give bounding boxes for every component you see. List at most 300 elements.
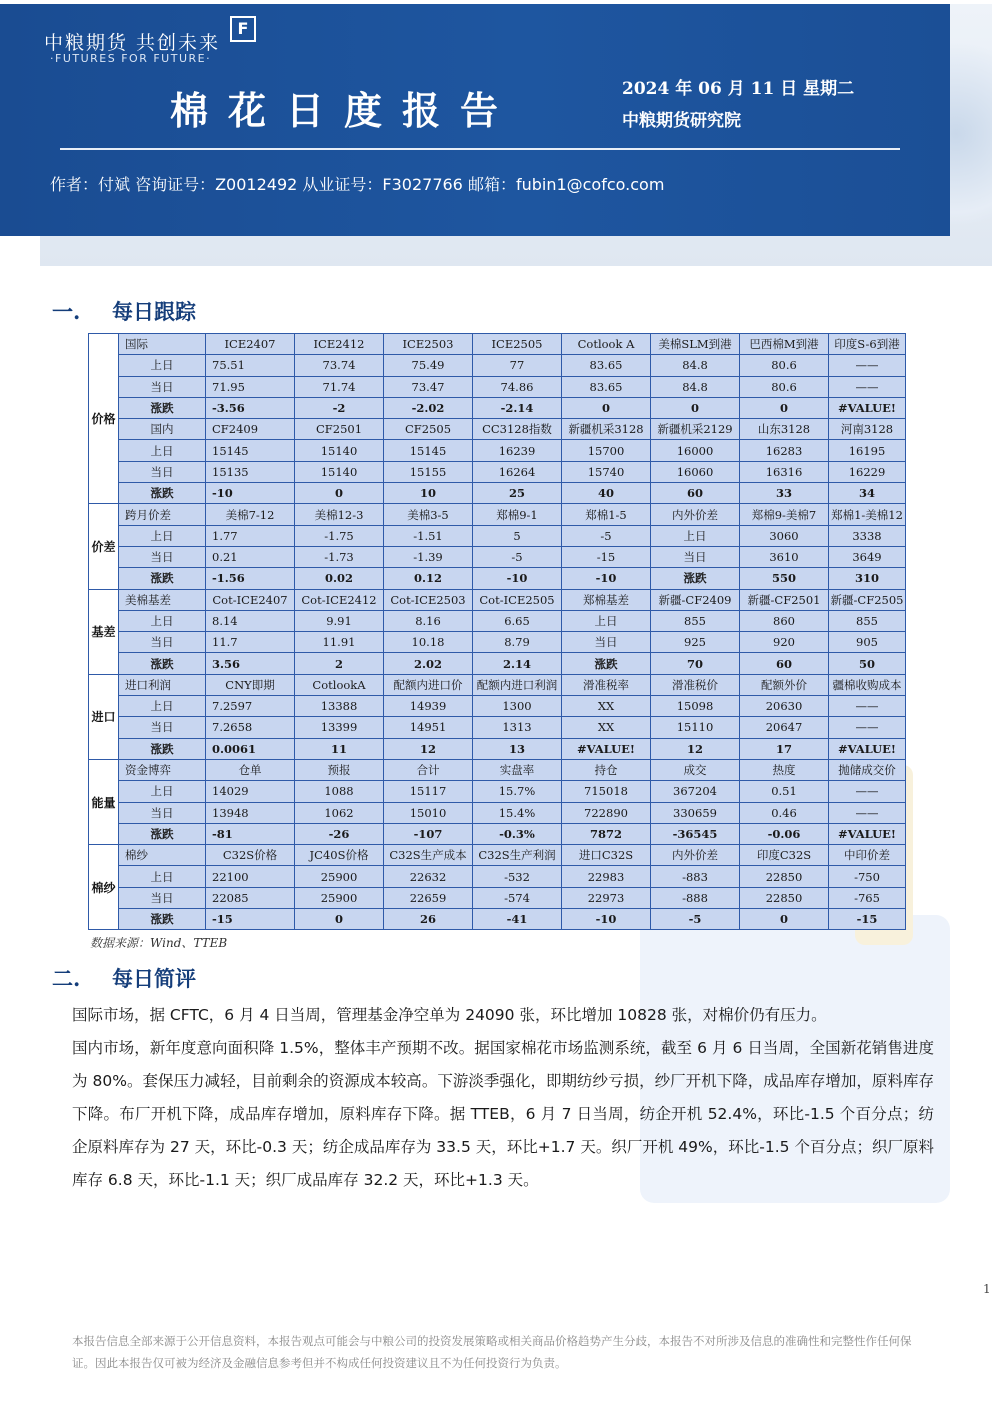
table-cell: 13948: [206, 802, 295, 823]
table-cell: ICE2505: [473, 334, 562, 355]
table-cell: 美棉3-5: [384, 504, 473, 525]
table-cell: 涨跌: [651, 568, 740, 589]
table-row: [89, 334, 906, 355]
table-cell: -574: [473, 887, 562, 908]
table-cell: 3610: [740, 546, 829, 567]
table-cell: 15135: [206, 461, 295, 482]
table-cell: 新疆机采2129: [651, 419, 740, 440]
table-cell: 15098: [651, 696, 740, 717]
table-cell: 70: [651, 653, 740, 674]
table-cell: 7872: [562, 823, 651, 844]
table-cell: 25900: [295, 866, 384, 887]
table-row: [89, 802, 906, 823]
table-cell: 15.4%: [473, 802, 562, 823]
table-cell: 16060: [651, 461, 740, 482]
table-cell: #VALUE!: [829, 823, 906, 844]
table-cell: 0.0061: [206, 738, 295, 759]
table-cell: 郑棉9-美棉7: [740, 504, 829, 525]
table-cell: Cot-ICE2412: [295, 589, 384, 610]
table-cell: 22850: [740, 887, 829, 908]
table-cell: 22983: [562, 866, 651, 887]
table-cell: 11.91: [295, 632, 384, 653]
table-cell: -1.39: [384, 546, 473, 567]
table-cell: 0: [295, 909, 384, 930]
table-cell: 84.8: [651, 355, 740, 376]
category-cell: 进口: [89, 674, 119, 759]
table-row: [89, 568, 906, 589]
table-cell: 新疆-CF2501: [740, 589, 829, 610]
table-cell: 13388: [295, 696, 384, 717]
table-cell: 925: [651, 632, 740, 653]
row-label-cell: 棉纱: [119, 845, 206, 866]
table-cell: 60: [651, 483, 740, 504]
table-cell: 920: [740, 632, 829, 653]
table-cell: 60: [740, 653, 829, 674]
row-label-cell: 当日: [119, 717, 206, 738]
table-cell: XX: [562, 717, 651, 738]
row-label-cell: 当日: [119, 376, 206, 397]
table-cell: 3.56: [206, 653, 295, 674]
table-cell: 34: [829, 483, 906, 504]
table-cell: 印度C32S: [740, 845, 829, 866]
table-cell: 2.14: [473, 653, 562, 674]
row-label-cell: 上日: [119, 525, 206, 546]
table-row: [89, 525, 906, 546]
table-cell: -750: [829, 866, 906, 887]
table-cell: 中印价差: [829, 845, 906, 866]
table-cell: 15140: [295, 440, 384, 461]
table-cell: -0.06: [740, 823, 829, 844]
table-cell: 16264: [473, 461, 562, 482]
table-cell: 83.65: [562, 376, 651, 397]
table-cell: ——: [829, 717, 906, 738]
table-cell: 内外价差: [651, 845, 740, 866]
table-row: [89, 696, 906, 717]
table-cell: 75.51: [206, 355, 295, 376]
row-label-cell: 资金博弈: [119, 759, 206, 780]
table-cell: 郑棉9-1: [473, 504, 562, 525]
table-cell: C32S价格: [206, 845, 295, 866]
table-cell: -15: [206, 909, 295, 930]
table-cell: #VALUE!: [829, 738, 906, 759]
table-cell: 13: [473, 738, 562, 759]
table-cell: 15740: [562, 461, 651, 482]
brand-logo-icon: F: [230, 16, 256, 42]
table-cell: 15700: [562, 440, 651, 461]
table-cell: 7.2597: [206, 696, 295, 717]
table-cell: 热度: [740, 759, 829, 780]
table-cell: -81: [206, 823, 295, 844]
table-cell: 715018: [562, 781, 651, 802]
table-cell: 合计: [384, 759, 473, 780]
table-cell: 16316: [740, 461, 829, 482]
table-cell: 15145: [384, 440, 473, 461]
table-cell: 当日: [562, 632, 651, 653]
report-date: 2024 年 06 月 11 日 星期二: [622, 79, 855, 99]
category-cell: 基差: [89, 589, 119, 674]
table-cell: 新疆机采3128: [562, 419, 651, 440]
report-header: [0, 4, 950, 236]
row-label-cell: 涨跌: [119, 568, 206, 589]
table-cell: 16229: [829, 461, 906, 482]
table-cell: 0.21: [206, 546, 295, 567]
table-row: [89, 419, 906, 440]
row-label-cell: 上日: [119, 610, 206, 631]
table-cell: 持仓: [562, 759, 651, 780]
table-row: [89, 632, 906, 653]
table-row: [89, 483, 906, 504]
table-cell: -3.56: [206, 397, 295, 418]
row-label-cell: 涨跌: [119, 738, 206, 759]
table-cell: 3649: [829, 546, 906, 567]
table-cell: 9.91: [295, 610, 384, 631]
table-cell: 16195: [829, 440, 906, 461]
table-cell: 550: [740, 568, 829, 589]
table-cell: 印度S-6到港: [829, 334, 906, 355]
table-cell: 疆棉收购成本: [829, 674, 906, 695]
row-label-cell: 涨跌: [119, 483, 206, 504]
table-cell: 84.8: [651, 376, 740, 397]
header-divider: [60, 148, 900, 150]
table-cell: 22659: [384, 887, 473, 908]
table-cell: -2: [295, 397, 384, 418]
table-cell: 3060: [740, 525, 829, 546]
table-cell: 仓单: [206, 759, 295, 780]
table-cell: 15145: [206, 440, 295, 461]
table-cell: -107: [384, 823, 473, 844]
row-label-cell: 上日: [119, 696, 206, 717]
table-cell: 11: [295, 738, 384, 759]
row-label-cell: 当日: [119, 546, 206, 567]
table-cell: 美棉7-12: [206, 504, 295, 525]
table-row: [89, 653, 906, 674]
table-cell: 16239: [473, 440, 562, 461]
section-title: 每日简评: [112, 966, 196, 991]
table-cell: 0.46: [740, 802, 829, 823]
table-cell: 14029: [206, 781, 295, 802]
table-cell: -2.02: [384, 397, 473, 418]
table-cell: 上日: [651, 525, 740, 546]
table-cell: 抛储成交价: [829, 759, 906, 780]
table-cell: 0: [295, 483, 384, 504]
table-cell: CF2409: [206, 419, 295, 440]
table-cell: 40: [562, 483, 651, 504]
institute-name: 中粮期货研究院: [622, 111, 741, 131]
table-cell: 5: [473, 525, 562, 546]
table-cell: 涨跌: [562, 653, 651, 674]
table-cell: 22085: [206, 887, 295, 908]
table-cell: 配额内进口价: [384, 674, 473, 695]
row-label-cell: 涨跌: [119, 653, 206, 674]
table-cell: 15140: [295, 461, 384, 482]
table-cell: 22850: [740, 866, 829, 887]
table-row: [89, 504, 906, 525]
table-cell: 实盘率: [473, 759, 562, 780]
table-cell: 滑准税价: [651, 674, 740, 695]
table-cell: -36545: [651, 823, 740, 844]
table-cell: XX: [562, 696, 651, 717]
table-cell: 855: [651, 610, 740, 631]
table-cell: 855: [829, 610, 906, 631]
table-cell: 73.74: [295, 355, 384, 376]
table-row: [89, 589, 906, 610]
table-cell: 77: [473, 355, 562, 376]
table-cell: #VALUE!: [829, 397, 906, 418]
disclaimer: 本报告信息全部来源于公开信息资料，本报告观点可能会与中粮公司的投资发展策略或相关商品价格趋势产生分歧，本报告不对所涉及信息的准确性和完整性作任何保证。因此本报告仅可被为经济及金融信息参考但并不构成任何投资建议且不为任何投资行为负责。: [72, 1334, 912, 1370]
table-row: [89, 781, 906, 802]
table-cell: 郑棉1-5: [562, 504, 651, 525]
table-cell: 配额外价: [740, 674, 829, 695]
table-cell: 12: [384, 738, 473, 759]
table-cell: 0: [651, 397, 740, 418]
row-label-cell: 国内: [119, 419, 206, 440]
table-cell: 1062: [295, 802, 384, 823]
row-label-cell: 涨跌: [119, 909, 206, 930]
brand-logo-text: 中粮期货 共创未来: [44, 32, 221, 54]
table-cell: -1.75: [295, 525, 384, 546]
table-row: [89, 355, 906, 376]
table-cell: 8.16: [384, 610, 473, 631]
table-cell: Cotlook A: [562, 334, 651, 355]
table-cell: 83.65: [562, 355, 651, 376]
table-row: [89, 823, 906, 844]
table-cell: 0: [740, 909, 829, 930]
table-cell: CC3128指数: [473, 419, 562, 440]
daily-tracking-table: [88, 333, 906, 930]
table-row: [89, 376, 906, 397]
table-cell: 3338: [829, 525, 906, 546]
table-cell: JC40S价格: [295, 845, 384, 866]
table-cell: -5: [651, 909, 740, 930]
table-cell: 郑棉基差: [562, 589, 651, 610]
row-label-cell: 涨跌: [119, 823, 206, 844]
table-cell: 74.86: [473, 376, 562, 397]
row-label-cell: 上日: [119, 781, 206, 802]
table-cell: 0: [562, 397, 651, 418]
table-cell: 14951: [384, 717, 473, 738]
table-row: [89, 397, 906, 418]
table-cell: 巴西棉M到港: [740, 334, 829, 355]
table-row: [89, 610, 906, 631]
table-row: [89, 887, 906, 908]
table-cell: -10: [473, 568, 562, 589]
table-cell: C32S生产成本: [384, 845, 473, 866]
table-cell: Cot-ICE2407: [206, 589, 295, 610]
table-row: [89, 674, 906, 695]
row-label-cell: 上日: [119, 866, 206, 887]
page-number: 1: [983, 1282, 991, 1296]
table-cell: -10: [562, 568, 651, 589]
table-cell: 新疆-CF2505: [829, 589, 906, 610]
table-cell: 0.12: [384, 568, 473, 589]
section-number: 二.: [52, 966, 81, 991]
table-cell: 16000: [651, 440, 740, 461]
table-cell: 22100: [206, 866, 295, 887]
table-cell: ——: [829, 376, 906, 397]
table-cell: 0: [740, 397, 829, 418]
table-cell: 905: [829, 632, 906, 653]
table-row: [89, 738, 906, 759]
table-cell: 10.18: [384, 632, 473, 653]
table-cell: -5: [562, 525, 651, 546]
row-label-cell: 上日: [119, 440, 206, 461]
table-cell: 内外价差: [651, 504, 740, 525]
table-cell: ——: [829, 781, 906, 802]
category-cell: 价格: [89, 334, 119, 504]
table-cell: 1300: [473, 696, 562, 717]
table-cell: 郑棉1-美棉12: [829, 504, 906, 525]
table-cell: -1.56: [206, 568, 295, 589]
table-cell: 20630: [740, 696, 829, 717]
table-cell: 0.51: [740, 781, 829, 802]
row-label-cell: 美棉基差: [119, 589, 206, 610]
table-cell: -0.3%: [473, 823, 562, 844]
table-cell: 15.7%: [473, 781, 562, 802]
table-row: [89, 866, 906, 887]
table-cell: 33: [740, 483, 829, 504]
table-cell: CF2501: [295, 419, 384, 440]
table-cell: 73.47: [384, 376, 473, 397]
table-cell: -10: [206, 483, 295, 504]
table-cell: 成交: [651, 759, 740, 780]
table-cell: 13399: [295, 717, 384, 738]
table-cell: ——: [829, 355, 906, 376]
row-label-cell: 当日: [119, 461, 206, 482]
table-cell: ——: [829, 802, 906, 823]
table-cell: 2: [295, 653, 384, 674]
table-cell: 8.14: [206, 610, 295, 631]
table-cell: 25: [473, 483, 562, 504]
table-cell: 50: [829, 653, 906, 674]
table-cell: 80.6: [740, 355, 829, 376]
table-cell: 16283: [740, 440, 829, 461]
table-row: [89, 546, 906, 567]
table-row: [89, 461, 906, 482]
table-cell: CotlookA: [295, 674, 384, 695]
table-cell: 美棉12-3: [295, 504, 384, 525]
table-cell: 滑准税率: [562, 674, 651, 695]
table-cell: 330659: [651, 802, 740, 823]
table-cell: Cot-ICE2503: [384, 589, 473, 610]
table-cell: 860: [740, 610, 829, 631]
section-heading-daily-commentary: [52, 963, 196, 993]
table-cell: 山东3128: [740, 419, 829, 440]
table-cell: -15: [562, 546, 651, 567]
table-cell: -10: [562, 909, 651, 930]
table-cell: 配额内进口利润: [473, 674, 562, 695]
table-cell: 河南3128: [829, 419, 906, 440]
table-cell: 14939: [384, 696, 473, 717]
table-cell: 1.77: [206, 525, 295, 546]
table-cell: 26: [384, 909, 473, 930]
table-cell: 722890: [562, 802, 651, 823]
table-cell: 367204: [651, 781, 740, 802]
table-cell: 20647: [740, 717, 829, 738]
category-cell: 能量: [89, 759, 119, 844]
table-cell: 75.49: [384, 355, 473, 376]
table-cell: CF2505: [384, 419, 473, 440]
table-cell: 71.95: [206, 376, 295, 397]
table-cell: 80.6: [740, 376, 829, 397]
table-cell: -15: [829, 909, 906, 930]
table-cell: -41: [473, 909, 562, 930]
table-cell: 22973: [562, 887, 651, 908]
table-cell: -765: [829, 887, 906, 908]
author-info: 作者：付斌 咨询证号：Z0012492 从业证号：F3027766 邮箱：fubin1@cofco.com: [50, 175, 665, 194]
table-cell: 预报: [295, 759, 384, 780]
table-cell: 6.65: [473, 610, 562, 631]
table-cell: -888: [651, 887, 740, 908]
section-title: 每日跟踪: [112, 299, 196, 324]
table-cell: 当日: [651, 546, 740, 567]
table-cell: 15117: [384, 781, 473, 802]
section-heading-daily-tracking: [52, 296, 196, 326]
table-row: [89, 845, 906, 866]
table-cell: -26: [295, 823, 384, 844]
row-label-cell: 当日: [119, 632, 206, 653]
table-row: [89, 440, 906, 461]
table-cell: 进口C32S: [562, 845, 651, 866]
row-label-cell: 上日: [119, 355, 206, 376]
table-cell: 22632: [384, 866, 473, 887]
category-cell: 棉纱: [89, 845, 119, 930]
row-label-cell: 当日: [119, 802, 206, 823]
table-cell: 310: [829, 568, 906, 589]
table-cell: -1.51: [384, 525, 473, 546]
table-cell: 12: [651, 738, 740, 759]
table-cell: #VALUE!: [562, 738, 651, 759]
row-label-cell: 涨跌: [119, 397, 206, 418]
table-cell: ——: [829, 696, 906, 717]
table-cell: -5: [473, 546, 562, 567]
table-cell: C32S生产利润: [473, 845, 562, 866]
table-cell: 1313: [473, 717, 562, 738]
row-label-cell: 当日: [119, 887, 206, 908]
table-cell: 11.7: [206, 632, 295, 653]
table-cell: 15155: [384, 461, 473, 482]
table-cell: 2.02: [384, 653, 473, 674]
table-cell: 新疆-CF2409: [651, 589, 740, 610]
table-cell: ICE2407: [206, 334, 295, 355]
row-label-cell: 进口利润: [119, 674, 206, 695]
table-cell: -2.14: [473, 397, 562, 418]
table-cell: -883: [651, 866, 740, 887]
table-cell: 15110: [651, 717, 740, 738]
table-cell: 1088: [295, 781, 384, 802]
table-cell: 25900: [295, 887, 384, 908]
table-row: [89, 909, 906, 930]
table-cell: ICE2412: [295, 334, 384, 355]
table-cell: Cot-ICE2505: [473, 589, 562, 610]
table-cell: 0.02: [295, 568, 384, 589]
table-cell: -1.73: [295, 546, 384, 567]
table-cell: -532: [473, 866, 562, 887]
table-cell: 上日: [562, 610, 651, 631]
report-title: 棉花日度报告: [170, 88, 519, 133]
table-cell: ICE2503: [384, 334, 473, 355]
commentary-international: 国际市场，据 CFTC，6 月 4 日当周，管理基金净空单为 24090 张，环比增加 10828 张，对棉价仍有压力。: [72, 1006, 827, 1024]
table-cell: 7.2658: [206, 717, 295, 738]
row-label-cell: 跨月价差: [119, 504, 206, 525]
table-cell: CNY即期: [206, 674, 295, 695]
brand-slogan: ·FUTURES FOR FUTURE·: [50, 52, 212, 65]
category-cell: 价差: [89, 504, 119, 589]
table-cell: 8.79: [473, 632, 562, 653]
table-cell: 71.74: [295, 376, 384, 397]
row-label-cell: 国际: [119, 334, 206, 355]
table-row: [89, 717, 906, 738]
section-number: 一.: [52, 299, 81, 324]
